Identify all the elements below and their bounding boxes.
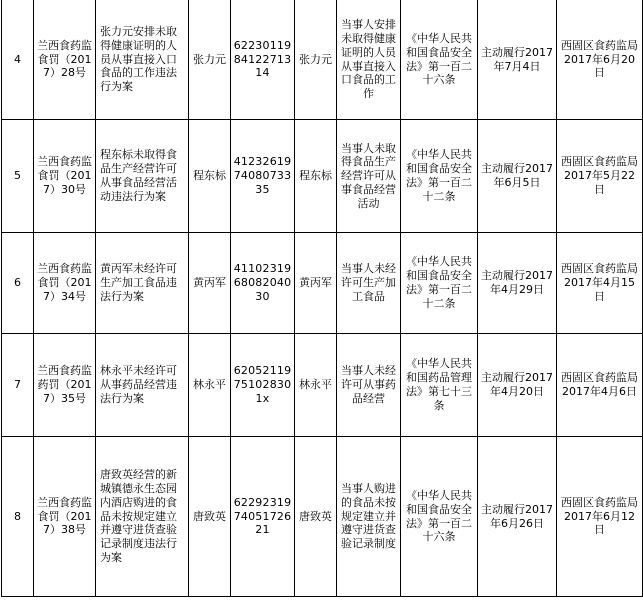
basis-cell: 《中华人民共和国食品安全法》第一百二十六条 bbox=[401, 0, 478, 120]
status-cell: 主动履行2017年4月29日 bbox=[478, 233, 557, 334]
basis-cell: 《中华人民共和国食品安全法》第一百二十六条 bbox=[401, 437, 478, 597]
case-name-cell: 程东标未取得食品生产经营许可从事食品经营活动违法行为案 bbox=[96, 120, 189, 233]
seq-cell: 6 bbox=[2, 233, 34, 334]
legal-rep-cell: 唐致英 bbox=[295, 437, 337, 597]
authority-date-cell: 西固区食药监局2017年4月6日 bbox=[557, 334, 643, 437]
legal-rep-cell: 张力元 bbox=[295, 0, 337, 120]
seq-cell: 7 bbox=[2, 334, 34, 437]
status-cell: 主动履行2017年4月20日 bbox=[478, 334, 557, 437]
id-no-cell: 622923197405172621 bbox=[231, 437, 295, 597]
case-name-cell: 黄丙军未经许可生产加工食品违法行为案 bbox=[96, 233, 189, 334]
basis-cell: 《中华人民共和国食品安全法》第一百二十二条 bbox=[401, 233, 478, 334]
doc-no-cell: 兰西食药监食罚（2017）28号 bbox=[34, 0, 96, 120]
party-cell: 程东标 bbox=[189, 120, 231, 233]
facts-cell: 当事人安排未取得健康证明的人员从事直接入口食品的工作 bbox=[337, 0, 401, 120]
id-no-cell: 622301198412271314 bbox=[231, 0, 295, 120]
case-name-cell: 唐致英经营的新城镇德永生态园内酒店购进的食品未按规定建立并遵守进货查验记录制度违法行为案 bbox=[96, 437, 189, 597]
facts-cell: 当事人未取得食品生产经营许可从事食品经营活动 bbox=[337, 120, 401, 233]
authority-date-cell: 西固区食药监局2017年5月22日 bbox=[557, 120, 643, 233]
status-cell: 主动履行2017年6月26日 bbox=[478, 437, 557, 597]
seq-cell: 4 bbox=[2, 0, 34, 120]
legal-rep-cell: 程东标 bbox=[295, 120, 337, 233]
doc-no-cell: 兰西食药监食罚（2017）30号 bbox=[34, 120, 96, 233]
seq-cell: 8 bbox=[2, 437, 34, 597]
table-row bbox=[2, 437, 643, 597]
table-row bbox=[2, 0, 643, 120]
seq-cell: 5 bbox=[2, 120, 34, 233]
authority-date-cell: 西固区食药监局2017年6月12日 bbox=[557, 437, 643, 597]
doc-no-cell: 兰西食药监食罚（2017）38号 bbox=[34, 437, 96, 597]
facts-cell: 当事人未经许可生产加工食品 bbox=[337, 233, 401, 334]
table-row bbox=[2, 233, 643, 334]
legal-rep-cell: 林永平 bbox=[295, 334, 337, 437]
party-cell: 林永平 bbox=[189, 334, 231, 437]
facts-cell: 当事人未经许可从事药品经营 bbox=[337, 334, 401, 437]
authority-date-cell: 西固区食药监局2017年6月20日 bbox=[557, 0, 643, 120]
doc-no-cell: 兰西食药监食罚（2017）34号 bbox=[34, 233, 96, 334]
status-cell: 主动履行2017年7月4日 bbox=[478, 0, 557, 120]
case-name-cell: 张力元安排未取得健康证明的人员从事直接入口食品的工作违法行为案 bbox=[96, 0, 189, 120]
legal-rep-cell: 黄丙军 bbox=[295, 233, 337, 334]
facts-cell: 当事人购进的食品未按规定建立并遵守进货查验记录制度 bbox=[337, 437, 401, 597]
party-cell: 黄丙军 bbox=[189, 233, 231, 334]
party-cell: 张力元 bbox=[189, 0, 231, 120]
id-no-cell: 62052119751028301x bbox=[231, 334, 295, 437]
party-cell: 唐致英 bbox=[189, 437, 231, 597]
id-no-cell: 411023196808204030 bbox=[231, 233, 295, 334]
id-no-cell: 412326197408073335 bbox=[231, 120, 295, 233]
case-name-cell: 林永平未经许可从事药品经营违法行为案 bbox=[96, 334, 189, 437]
doc-no-cell: 兰西食药监药罚（2017）35号 bbox=[34, 334, 96, 437]
authority-date-cell: 西固区食药监局2017年4月15日 bbox=[557, 233, 643, 334]
basis-cell: 《中华人民共和国食品安全法》第一百二十二条 bbox=[401, 120, 478, 233]
basis-cell: 《中华人民共和国药品管理法》第七十三条 bbox=[401, 334, 478, 437]
status-cell: 主动履行2017年6月5日 bbox=[478, 120, 557, 233]
penalty-table bbox=[1, 0, 643, 597]
table-row bbox=[2, 120, 643, 233]
table-row bbox=[2, 334, 643, 437]
